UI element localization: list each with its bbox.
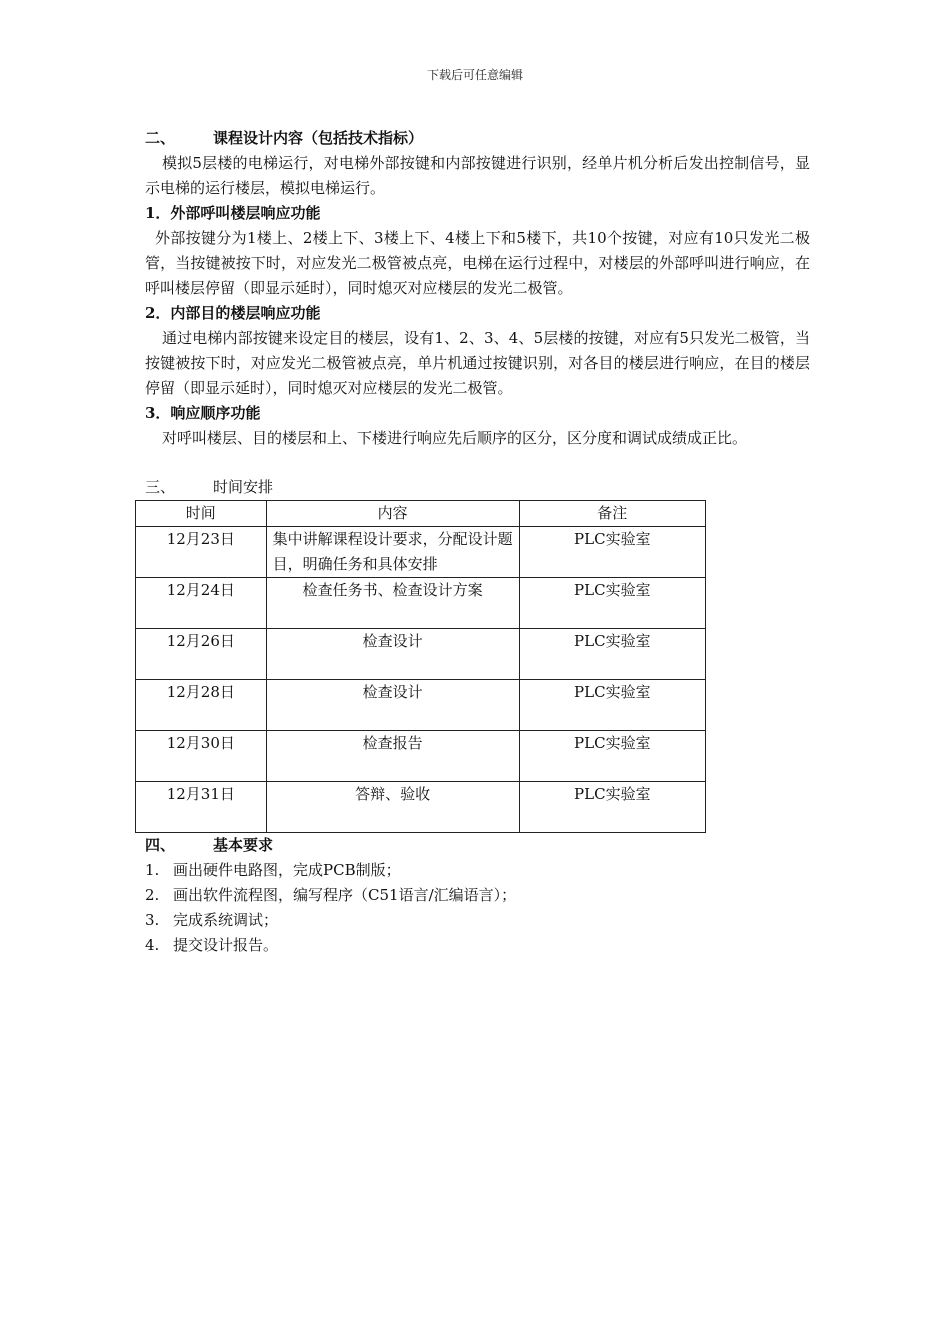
- section2-heading: [145, 126, 810, 151]
- cell-date: 12月24日: [136, 578, 267, 629]
- item1-title: 1．外部呼叫楼层响应功能: [145, 204, 321, 222]
- list-item: [145, 908, 810, 933]
- cell-date: 12月30日: [136, 731, 267, 782]
- column-header-content: 内容: [266, 501, 519, 527]
- cell-note: PLC实验室: [519, 527, 705, 578]
- schedule-table: [135, 500, 706, 833]
- cell-content: 检查任务书、检查设计方案: [266, 578, 519, 629]
- list-item-text: 提交设计报告。: [173, 936, 279, 954]
- list-item-number: 4.: [145, 936, 160, 954]
- list-item: [145, 883, 810, 908]
- list-item-number: 2.: [145, 886, 160, 904]
- list-item-text: 画出软件流程图，编写程序（C51语言/汇编语言）；: [173, 886, 517, 904]
- cell-content: 检查设计: [266, 680, 519, 731]
- cell-date: 12月28日: [136, 680, 267, 731]
- column-header-time: 时间: [136, 501, 267, 527]
- list-item-text: 画出硬件电路图，完成PCB制版；: [173, 861, 401, 879]
- page-header: 下载后可任意编辑: [426, 68, 523, 82]
- section3-number: 三、: [145, 478, 176, 496]
- cell-content: 答辩、验收: [266, 782, 519, 833]
- item3-text: 对呼叫楼层、目的楼层和上、下楼进行响应先后顺序的区分，区分度和调试成绩成正比。: [162, 429, 748, 447]
- cell-note: PLC实验室: [519, 731, 705, 782]
- list-item-text: 完成系统调试；: [173, 911, 279, 929]
- cell-content: 集中讲解课程设计要求，分配设计题目，明确任务和具体安排: [266, 527, 519, 578]
- table-row: [136, 629, 706, 680]
- item2-text: 通过电梯内部按键来设定目的楼层，设有1、2、3、4、5层楼的按键，对应有5只发光二极管，当按键被按下时，对应发光二极管被点亮，单片机通过按键识别，对各目的楼层进行响应，在目的楼层停留（即显示延时），同时熄灭对应楼层的发光二极管。: [145, 329, 810, 397]
- list-item-number: 1.: [145, 861, 160, 879]
- cell-note: PLC实验室: [519, 578, 705, 629]
- cell-content: 检查报告: [266, 731, 519, 782]
- section2-number: 二、: [145, 129, 176, 147]
- cell-note: PLC实验室: [519, 680, 705, 731]
- section2-title: 课程设计内容（包括技术指标）: [213, 129, 424, 147]
- section2-intro: 模拟5层楼的电梯运行，对电梯外部按键和内部按键进行识别，经单片机分析后发出控制信号，显示电梯的运行楼层，模拟电梯运行。: [145, 154, 810, 197]
- list-item: [145, 933, 810, 958]
- requirements-list: [145, 858, 810, 958]
- document-body: [145, 126, 810, 958]
- cell-content: 检查设计: [266, 629, 519, 680]
- list-item: [145, 858, 810, 883]
- cell-note: PLC实验室: [519, 629, 705, 680]
- item1-text: 外部按键分为1楼上、2楼上下、3楼上下、4楼上下和5楼下，共10个按键，对应有10只发光二极管，当按键被按下时，对应发光二极管被点亮，电梯在运行过程中，对楼层的外部呼叫进行响应，在呼叫楼层停留（即显示延时），同时熄灭对应楼层的发光二极管。: [145, 229, 810, 297]
- table-row: [136, 731, 706, 782]
- cell-date: 12月26日: [136, 629, 267, 680]
- list-item-number: 3.: [145, 911, 160, 929]
- column-header-note: 备注: [519, 501, 705, 527]
- section3-heading: [145, 475, 810, 500]
- item2-title: 2．内部目的楼层响应功能: [145, 304, 321, 322]
- cell-date: 12月31日: [136, 782, 267, 833]
- cell-note: PLC实验室: [519, 782, 705, 833]
- item3-title: 3．响应顺序功能: [145, 404, 261, 422]
- cell-date: 12月23日: [136, 527, 267, 578]
- table-header-row: [136, 501, 706, 527]
- table-row: [136, 527, 706, 578]
- section3-title: 时间安排: [213, 478, 274, 496]
- section4-number: 四、: [145, 836, 176, 854]
- table-row: [136, 578, 706, 629]
- section4-title: 基本要求: [213, 836, 274, 854]
- section4-heading: [145, 833, 810, 858]
- table-row: [136, 782, 706, 833]
- table-row: [136, 680, 706, 731]
